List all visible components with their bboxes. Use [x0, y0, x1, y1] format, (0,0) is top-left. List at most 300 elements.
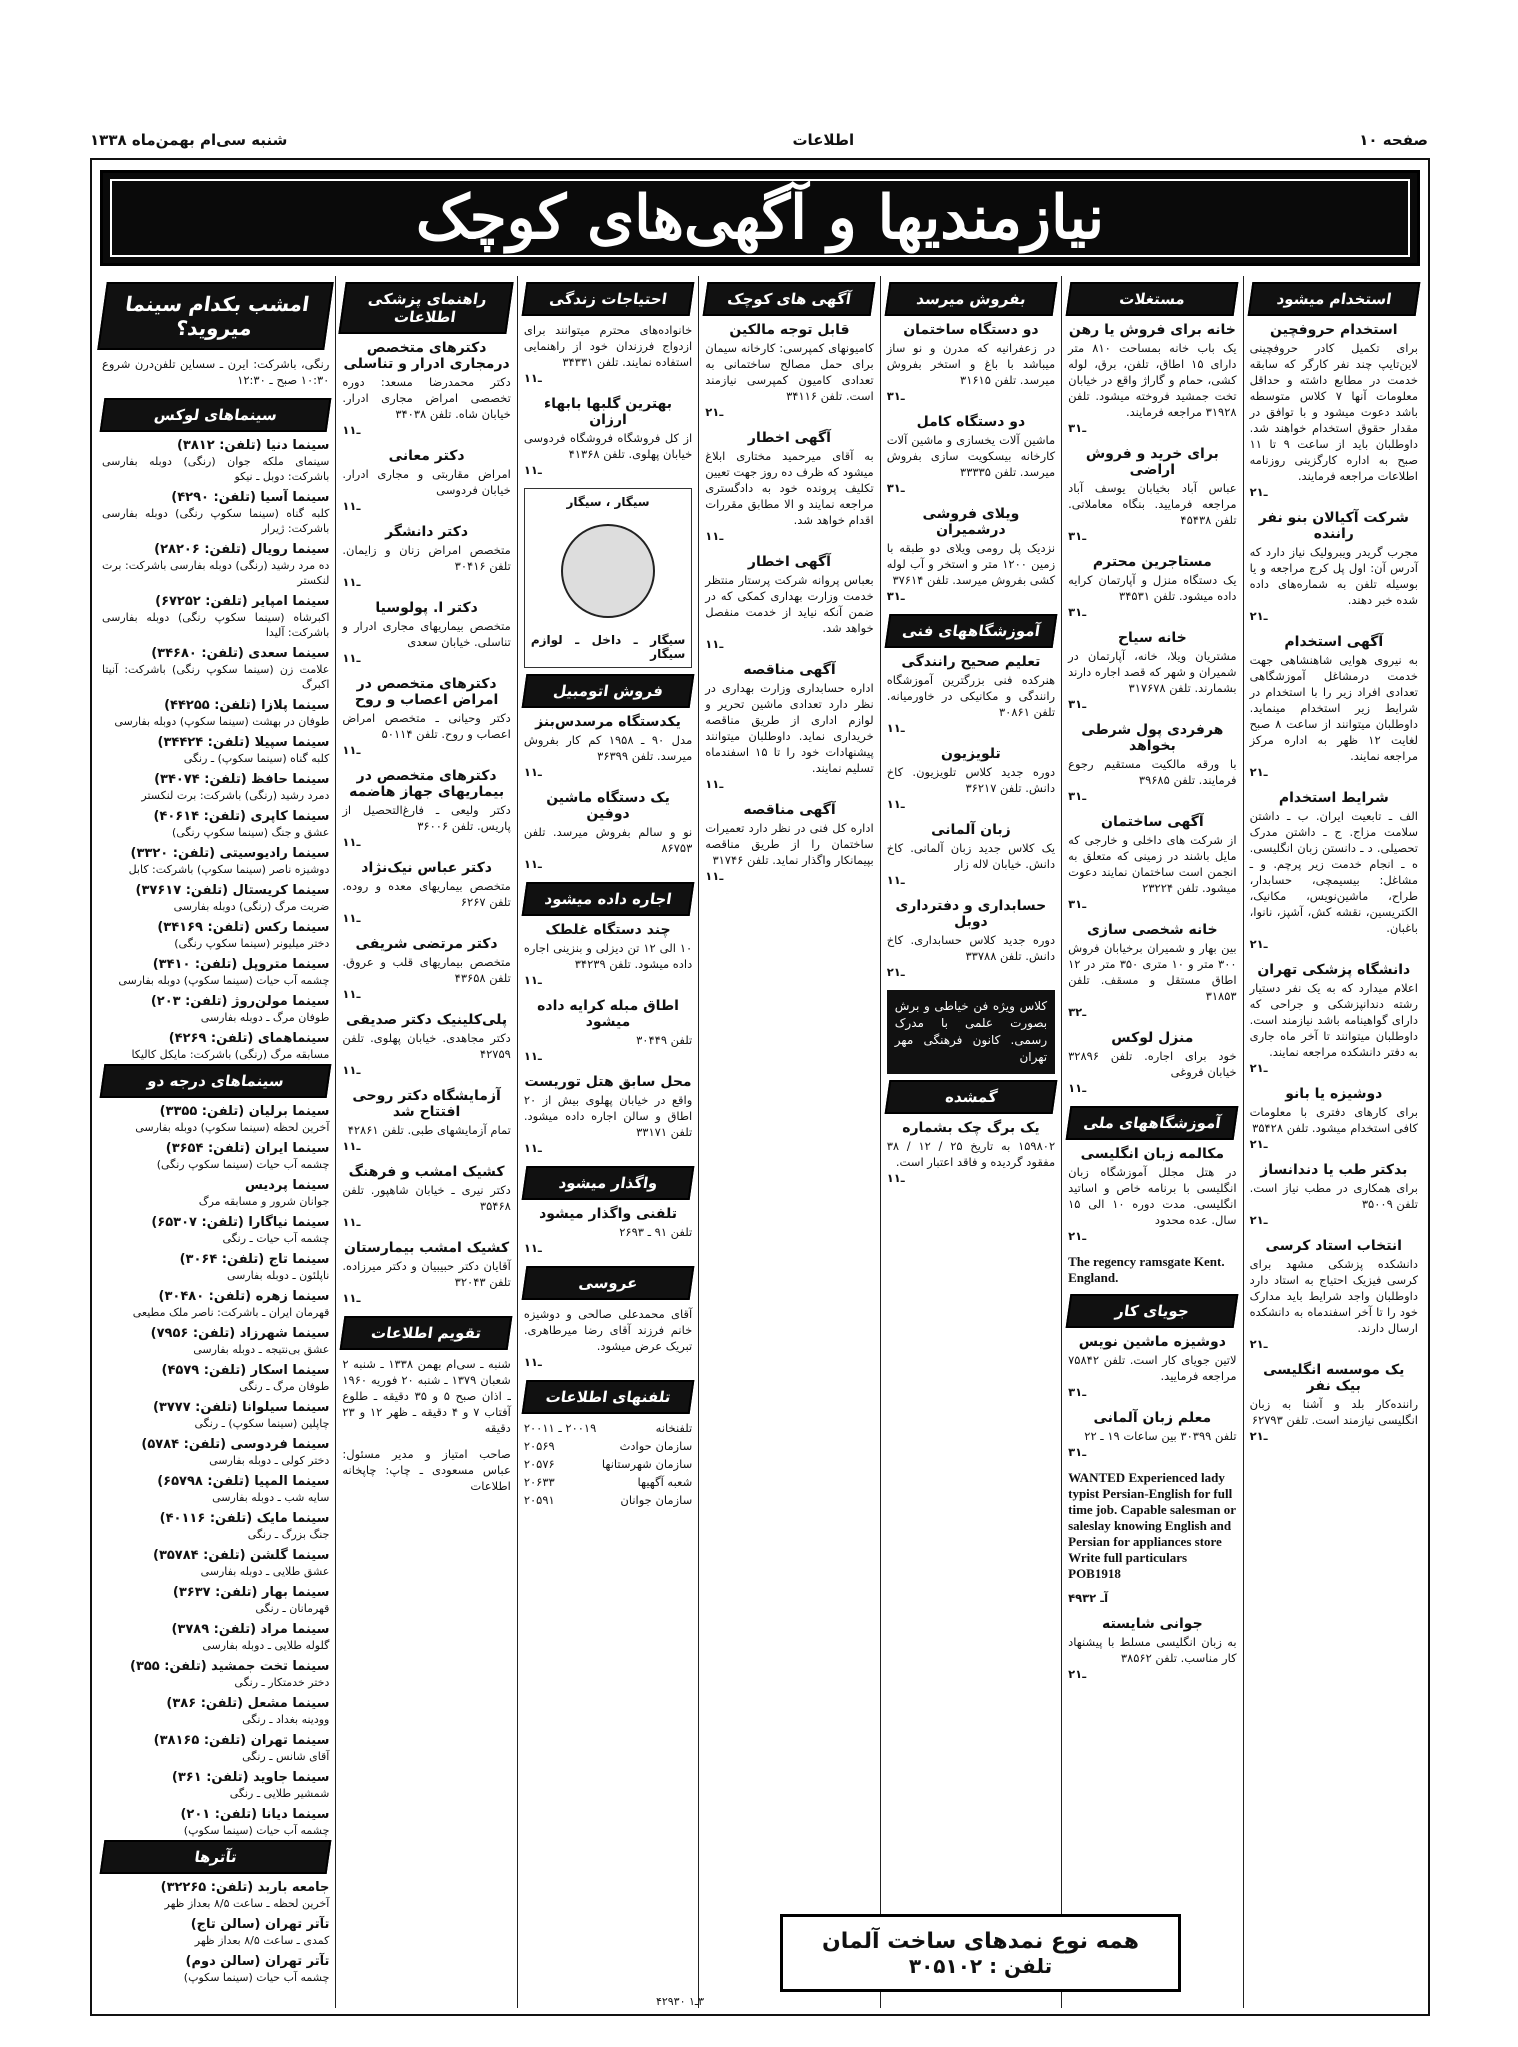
cinema-name: سینما گلشن (تلفن: ۳۵۷۸۴) — [152, 1548, 330, 1563]
ad-title: آگهی مناقصه — [743, 662, 836, 678]
english-wanted-ad: WANTED Experienced lady typist Persian-English for full time job. Capable salesman or saleslay knowing English and Persian for appliances store Write full particulars POB1918 — [1068, 1470, 1236, 1581]
classified-ad — [342, 860, 510, 926]
ad-ref: ۱ـ۱ — [886, 797, 905, 811]
cinema-name: سینما جاوید (تلفن: ۳۶۱) — [171, 1770, 330, 1785]
cinema-program: کلبه گناه (سینما سکوپ رنگی) دوبله بفارسی باشرکت: ژیرار — [101, 507, 330, 535]
cinema-program: چشمه آب حیات (سینما سکوپ) دوبله بفارسی — [118, 974, 330, 987]
ad-ref: ۳ـ۱ — [886, 389, 905, 403]
publisher-note: صاحب امتیاز و مدیر مسئول: عباس مسعودی ـ چاپ: چاپخانه اطلاعات — [342, 1447, 511, 1493]
german-ad-phone: تلفن : ۳۰۵۱۰۲ — [908, 1953, 1053, 1978]
ad-title: ویلای فروشی درشمیران — [922, 506, 1020, 538]
cinema-program: دمرد رشید (رنگی) باشرکت: برت لنکستر — [141, 789, 330, 802]
ad-title: هرفردی پول شرطی بخواهد — [1081, 722, 1224, 754]
cinema-name: سینما کریستال (تلفن: ۳۷۶۱۷) — [135, 883, 330, 898]
phone-number: ۲۰۶۳۳ — [523, 1475, 555, 1489]
cinema-intro: رنگی، باشرکت: ایرن ـ سساین تلفن‌درن شروع ۱۰:۳۰ صبح ـ ۱۲:۳۰ — [101, 357, 330, 387]
cinema-name: سینما مراد (تلفن: ۳۷۸۹) — [171, 1622, 330, 1637]
classified-ad — [342, 1240, 510, 1306]
cinema-name: سینما تخت جمشید (تلفن: ۳۵۵) — [129, 1659, 330, 1674]
woman-portrait-icon — [561, 524, 655, 618]
cinema-program: چشمه آب حیات (سینما سکوپ) — [183, 1824, 330, 1837]
classified-ad — [705, 554, 873, 652]
ad-title: تلفنی واگذار میشود — [539, 1206, 677, 1222]
cinema-program: جوانان شرور و مسابقه مرگ — [198, 1195, 330, 1208]
ad-title: معلم زبان آلمانی — [1093, 1410, 1212, 1426]
ad-title: دو دستگاه کامل — [916, 414, 1026, 430]
ads-list — [705, 322, 873, 884]
banner-title: نیازمندیها و آگهی‌های کوچک — [415, 183, 1105, 253]
phone-row — [524, 1474, 692, 1490]
ad-ref: ۲ـ۱ — [1249, 1337, 1268, 1351]
classified-ad — [1250, 1238, 1418, 1352]
ads-list — [1068, 1616, 1236, 1682]
page-header — [90, 128, 1428, 152]
ad-title: یکدستگاه مرسدس‌بنز — [535, 714, 681, 730]
classified-ad — [342, 1012, 510, 1078]
cinema-program: سایه شب ـ دوبله بفارسی — [212, 1491, 330, 1504]
section-header: فروش اتومبیل — [521, 674, 694, 708]
ad-title: آگهی اخطار — [747, 554, 831, 570]
classified-ad — [705, 662, 873, 792]
classified-ad — [342, 676, 510, 758]
cinema-name: سینما تاج (تلفن: ۳۰۶۴) — [179, 1252, 330, 1267]
ad-ref: ۱ـ۱ — [886, 721, 905, 735]
ad-body: تلفن ۳۰۳۹۹ بین ساعات ۱۹ ـ ۲۲ — [1084, 1429, 1237, 1443]
ads-list — [524, 322, 692, 478]
ad-title: جوانی شایسته — [1101, 1616, 1203, 1632]
ad-body: آقایان دکتر حبیبیان و دکتر میرزاده. تلفن ۳۲۰۴۳ — [342, 1259, 511, 1289]
classified-ad — [524, 1306, 692, 1370]
classified-ad — [887, 746, 1055, 812]
classified-columns — [96, 276, 1424, 2008]
cigarette-ad-top: سیگار ، سیگار — [566, 495, 650, 509]
classified-ad — [1250, 322, 1418, 500]
ad-title: اطاق مبله کرایه داده میشود — [537, 998, 679, 1030]
ad-title: تلویزیون — [941, 746, 1001, 762]
ads-list — [524, 1306, 692, 1370]
ad-body: بعباس پروانه شرکت پرستار منتظر خدمت وزارت بهداری کمکی که در ضمن آنکه نیاید از خدمت منفصل خواهد شد. — [705, 573, 874, 635]
classified-ad — [1250, 1086, 1418, 1152]
ad-ref: ۱ـ۱ — [523, 463, 542, 477]
cinema-program: عشق بی‌نتیجه ـ دوبله بفارسی — [193, 1343, 330, 1356]
cigarette-ad-bottom: سیگار ـ داخل ـ لوازم سیگار — [530, 633, 686, 661]
ad-title: آگهی استخدام — [1284, 634, 1384, 650]
ad-ref: ۱ـ۱ — [523, 765, 542, 779]
cinema-name: سینما نیاگارا (تلفن: ۶۵۳۰۷) — [151, 1215, 330, 1230]
column-life-needs — [517, 276, 698, 2008]
classified-ad — [524, 790, 692, 872]
classified-ad — [887, 898, 1055, 980]
ad-title: چند دستگاه غلطک — [545, 922, 671, 938]
classified-ad — [1068, 1410, 1236, 1460]
cinema-program: کلبه گناه (سینما سکوپ) ـ رنگی — [183, 752, 330, 765]
ad-title: دوشیزه یا بانو — [1285, 1086, 1383, 1102]
cinema-program: طوفان مرگ ـ دوبله بفارسی — [200, 1011, 330, 1024]
ad-body: اداره کل فنی در نظر دارد تعمیرات ساختمان را از طریق مناقصه بپیمانکار واگذار نماید. تلفن ۳۱۷۴۶ — [705, 821, 874, 867]
cinema-name: سینما رادیوسیتی (تلفن: ۳۳۲۰) — [130, 846, 330, 861]
ad-ref: ۱ـ۱ — [342, 1291, 361, 1305]
ad-title: برای خرید و فروش اراضی — [1085, 446, 1219, 478]
ad-ref: ۱ـ۱ — [523, 1141, 542, 1155]
classified-ad — [1250, 634, 1418, 780]
english-ad-ref: آـ ۴۹۳۲ — [1068, 1591, 1109, 1605]
cinema-name: سینما ایران (تلفن: ۳۶۵۴) — [165, 1141, 330, 1156]
ad-body: بین بهار و شمیران برخیابان فروش ۳۰۰ متر و ۱۰ متری ۳۵۰ متر در ۱۲ اطاق مستقل و مسقف. تلفن ۳۱۸۵۳ — [1068, 941, 1237, 1003]
ad-title: دکتر ا. پولوسیا — [375, 600, 478, 616]
ad-title: دکترهای متخصص در امراض اعصاب و روح — [354, 676, 499, 708]
classified-ad — [1068, 322, 1236, 436]
phone-directory — [524, 1420, 692, 1508]
ad-body: به آقای میرحمید مختاری ابلاغ میشود که ظرف ده روز جهت تعیین تکلیف پرونده خود به دادگستری مراجعه نمایند و الا مطابق مقررات اقدام خواهد شد. — [705, 449, 874, 527]
ad-ref: ۲ـ۱ — [1068, 1667, 1087, 1681]
section-header: واگذار میشود — [521, 1166, 694, 1200]
ad-body: دوره جدید کلاس تلویزیون. کاخ دانش. تلفن ۳۶۲۱۷ — [886, 765, 1056, 795]
ad-title: محل سابق هتل توریست — [524, 1074, 692, 1090]
ad-ref: ۱ـ۱ — [523, 1049, 542, 1063]
ad-body: اداره حسابداری وزارت بهداری در نظر دارد تعدادی ماشین تحریر و لوازم اداری از طریق مناقصه خریداری نماید. داوطلبان میتوانند پیشنهادات خود را تا ۱۵ اسفندماه تسلیم نمایند. — [705, 681, 874, 775]
ad-title: مستاجرین محترم — [1092, 554, 1212, 570]
classified-ad — [887, 506, 1055, 604]
ad-ref: ۳ـ۲ — [1068, 1005, 1087, 1019]
classified-ad — [1068, 1616, 1236, 1682]
phone-row — [524, 1456, 692, 1472]
cinema-program: عشق طلایی ـ دوبله بفارسی — [200, 1565, 330, 1578]
section-header: آموزشگاههای ملی — [1066, 1106, 1239, 1140]
ad-ref: ۲ـ۱ — [705, 405, 724, 419]
classified-ad — [1068, 1334, 1236, 1400]
issue-date: شنبه سی‌ام بهمن‌ماه ۱۳۳۸ — [90, 131, 288, 149]
cinema-program: ناپلئون ـ دوبله بفارسی — [226, 1269, 330, 1282]
cinema-name: سینما پلازا (تلفن: ۴۴۲۵۵) — [164, 698, 330, 713]
ads-list — [524, 714, 692, 872]
classified-ad — [1068, 446, 1236, 544]
column-medical-guide — [335, 276, 516, 2008]
ad-ref: ۱ـ۱ — [342, 499, 361, 513]
cinema-name: سینما فردوسی (تلفن: ۵۷۸۴) — [141, 1437, 330, 1452]
column-real-estate — [1061, 276, 1242, 2008]
cinema-name: سینما سیلوانا (تلفن: ۳۷۷۷) — [152, 1400, 330, 1415]
cinema-program: ده مرد رشید (رنگی) دوبله بفارسی باشرکت: برت لنکستر — [101, 559, 330, 587]
cinema-program: دختر خدمتکار ـ رنگی — [234, 1676, 330, 1689]
cinema-name: سینما آسیا (تلفن: ۴۲۹۰) — [171, 490, 330, 505]
ads-list — [1068, 1146, 1236, 1244]
section-banner — [100, 170, 1420, 266]
column-for-sale — [880, 276, 1061, 2008]
cinema-name: سینما دیانا (تلفن: ۲۰۱) — [180, 1807, 330, 1822]
classified-ad — [524, 998, 692, 1064]
ad-title: یک موسسه انگلیسی بیک نفر — [1263, 1362, 1405, 1394]
cinema-name: سینما برلیان (تلفن: ۳۳۵۵) — [159, 1104, 330, 1119]
ads-list — [887, 322, 1055, 604]
ad-ref: ۳ـ۱ — [1068, 529, 1087, 543]
cinema-name: سینما اسکار (تلفن: ۴۵۷۹) — [161, 1363, 330, 1378]
cinema-program: عشق و جنگ (سینما سکوپ رنگی) — [171, 826, 330, 839]
ad-ref: ۳ـ۱ — [1068, 697, 1087, 711]
paper-name: اطلاعات — [792, 131, 855, 149]
classified-ad — [342, 600, 510, 666]
column-small-ads — [698, 276, 879, 2008]
ads-list — [524, 1206, 692, 1256]
ad-body: لاتین جویای کار است. تلفن ۷۵۸۴۲ مراجعه فرمایید. — [1068, 1353, 1237, 1383]
classified-ad — [887, 1120, 1055, 1186]
classified-ad — [524, 322, 692, 386]
ad-ref: ۲ـ۱ — [1249, 609, 1268, 623]
ad-body: در زعفرانیه که مدرن و نو ساز میباشد با باغ و استخر بفروش میرسد. تلفن ۳۱۶۱۵ — [886, 341, 1056, 387]
phone-row — [524, 1492, 692, 1508]
ad-title: شرکت آکیالان بنو نفر راننده — [1258, 510, 1409, 542]
cinema-program: سینمای ملکه جوان (رنگی) دوبله بفارسی باشرکت: دوبل ـ نیکو — [101, 455, 330, 483]
ad-body: متخصص بیماریهای قلب و عروق. تلفن ۴۳۶۵۸ — [342, 955, 511, 985]
classified-ad — [887, 822, 1055, 888]
column-header: راهنمای پزشکی اطلاعات — [339, 282, 515, 334]
section-header: عروسی — [521, 1266, 694, 1300]
classified-ad — [1250, 962, 1418, 1076]
cinema-name: سینما کاپری (تلفن: ۴۰۶۱۴) — [153, 809, 330, 824]
ad-title: پلی‌کلینیک دکتر صدیقی — [346, 1012, 508, 1028]
classified-ad — [887, 322, 1055, 404]
ad-title: دکترهای متخصص درمجاری ادرار و تناسلی — [343, 340, 510, 372]
cinema-program: آخرین لحظه (سینما سکوپ) دوبله بفارسی — [135, 1121, 330, 1134]
ad-title: منزل لوکس — [1111, 1030, 1194, 1046]
calendar: شنبه ـ سی‌ام بهمن ۱۳۳۸ ـ شنبه ۲ شعبان ۱۳۷۹ ـ شنبه ۲۰ فوریه ۱۹۶۰ ـ اذان صبح ۵ و ۳۵ دقیقه ـ طلوع آفتاب ۷ و ۴ دقیقه ـ ظهر ۱۲ و ۲۳ دقیقه — [342, 1357, 511, 1435]
ad-body: از شرکت های داخلی و خارجی که مایل باشند در زمینی که متعلق به انجمن است ساختمان نمایند دعوت میشود. تلفن ۲۳۲۲۴ — [1068, 833, 1237, 895]
cinema-program: چشمه آب حیات (سینما سکوپ رنگی) — [156, 1158, 330, 1171]
classified-ad — [1068, 722, 1236, 804]
ad-body: دکتر وحیانی ـ متخصص امراض اعصاب و روح. تلفن ۵۰۱۱۴ — [342, 711, 511, 741]
section-header: گمشده — [884, 1080, 1057, 1114]
phone-number: ۲۰۵۷۶ — [523, 1457, 555, 1471]
ad-ref: ۳ـ۱ — [886, 589, 905, 603]
column-header: بفروش میرسد — [884, 282, 1057, 316]
banner-inner — [110, 179, 1410, 257]
cinema-program: قهرمانان ـ رنگی — [255, 1602, 330, 1615]
classified-ad — [342, 448, 510, 514]
classified-ad — [342, 340, 510, 438]
ads-list — [524, 922, 692, 1156]
ad-ref: ۱ـ۱ — [342, 835, 361, 849]
column-header: امشب بکدام سینما میروید؟ — [97, 282, 334, 350]
ad-body: برای همکاری در مطب نیاز است. تلفن ۳۵۰۰۹ — [1249, 1181, 1418, 1211]
ad-title: دانشگاه پزشکی تهران — [1257, 962, 1411, 978]
phone-label: سازمان جوانان — [620, 1493, 693, 1507]
ad-title: یک برگ چک بشماره — [902, 1120, 1040, 1136]
boxed-ad: کلاس ویژه فن خیاطی و برش بصورت علمی با مدرک رسمی. کانون فرهنگی مهر تهران — [887, 990, 1055, 1074]
cinema-name: سینما مایک (تلفن: ۴۰۱۱۶) — [159, 1511, 330, 1526]
ad-ref: ۱ـ۱ — [342, 651, 361, 665]
section-header: جویای کار — [1066, 1294, 1239, 1328]
section-header: تلفنهای اطلاعات — [521, 1380, 694, 1414]
ad-body: متخصص امراض زنان و زایمان. تلفن ۳۰۴۱۶ — [342, 543, 511, 573]
ad-ref: ۳ـ۱ — [1068, 1445, 1087, 1459]
ad-ref: ۱ـ۱ — [523, 1355, 542, 1369]
ad-title: دکترهای متخصص در بیماریهای جهاز هاضمه — [349, 768, 505, 800]
ad-body: مشتریان ویلا، خانه، آپارتمان در شمیران و شهر که قصد اجاره دارند بشمارند. تلفن ۳۱۷۶۷۸ — [1068, 649, 1237, 695]
ad-ref: ۲ـ۱ — [1249, 1213, 1268, 1227]
classified-ad — [524, 922, 692, 988]
ad-body: به زبان انگلیسی مسلط با پیشنهاد کار مناسب. تلفن ۳۸۵۶۲ — [1068, 1635, 1237, 1665]
cinema-list — [102, 1104, 329, 1838]
ad-title: دکتر عباس نیک‌نژاد — [361, 860, 492, 876]
ad-body: یک کلاس جدید زبان آلمانی. کاخ دانش. خیابان لاله زار — [886, 841, 1056, 871]
classified-ad — [1068, 1146, 1236, 1244]
cinema-name: سینما حافظ (تلفن: ۳۴۰۷۴) — [154, 772, 330, 787]
ad-body: امراض مقاربتی و مجاری ادرار. خیابان فردوسی — [342, 467, 511, 497]
cinema-name: سینما دنیا (تلفن: ۳۸۱۲) — [176, 438, 330, 453]
ad-body: برای کارهای دفتری با معلومات کافی استخدام میشود. تلفن ۳۵۴۲۸ — [1249, 1105, 1418, 1135]
ad-title: دکتر مرتضی شریفی — [355, 936, 498, 952]
ad-ref: ۳ـ۱ — [1068, 605, 1087, 619]
ad-body: یک باب خانه بمساحت ۸۱۰ متر دارای ۱۵ اطاق، تلفن، برق، لوله کشی، حمام و گاراژ واقع در خیابان تخت جمشید فروخته میشود. تلفن ۳۱۹۲۸ مراجعه فرمایند. — [1068, 341, 1237, 419]
section-header: آموزشگاههای فنی — [884, 614, 1057, 648]
ad-title: دکتر معانی — [388, 448, 465, 464]
ad-body: ۱۵۹۸۰۲ به تاریخ ۲۵ / ۱۲ / ۳۸ مفقود گردیده و فاقد اعتبار است. — [886, 1139, 1056, 1169]
column-header: مستغلات — [1066, 282, 1239, 316]
ad-title: خانه برای فروش یا رهن — [1068, 322, 1236, 338]
ad-body: دانشکده پزشکی مشهد برای کرسی فیزیک احتیاج به استاد دارد داوطلبان واجد شرایط باید مدارک خود را تا آخر اسفندماه به دانشکده ارسال دارند. — [1249, 1257, 1418, 1335]
cinema-program: طوفان مرگ ـ رنگی — [239, 1380, 330, 1393]
cinema-program: چاپلین (سینما سکوپ) ـ رنگی — [194, 1417, 330, 1430]
column-header: احتیاجات زندگی — [521, 282, 694, 316]
cinema-name: سینما مشعل (تلفن: ۳۸۶) — [166, 1696, 330, 1711]
ad-body: ۱۰ الی ۱۲ تن دیزلی و بنزینی اجاره داده میشود. تلفن ۳۴۲۳۹ — [523, 941, 693, 971]
cinema-name: سینما امپایر (تلفن: ۶۷۲۵۲) — [155, 594, 330, 609]
ad-body: آقای محمدعلی صالحی و دوشیزه خانم فرزند آقای رضا میرطاهری. تبریک عرض میشود. — [523, 1307, 693, 1353]
ad-body: تلفن ۳۰۴۴۹ — [636, 1033, 693, 1047]
cinema-program: دوشیزه ناصر (سینما سکوپ) باشرکت: کابل — [128, 863, 330, 876]
ad-ref: ۱ـ۱ — [342, 1139, 361, 1153]
classified-ad — [1068, 1030, 1236, 1096]
ad-ref: ۳ـ۱ — [1068, 421, 1087, 435]
ad-title: خانه سیاح — [1117, 630, 1187, 646]
ad-body: نزدیک پل رومی ویلای دو طبقه با زمین ۱۲۰۰ متر و استخر و آب لوله کشی بفروش میرسد. تلفن ۳۷۶۱۴ — [886, 541, 1056, 587]
phone-number: ۲۰۰۱۹ ـ ۲۰۰۱۱ — [523, 1421, 597, 1435]
ad-body: مدل ۹۰ ـ ۱۹۵۸ کم کار بفروش میرسد. تلفن ۳۶۳۹۹ — [523, 733, 693, 763]
cinema-program: کمدی ـ ساعت ۸/۵ بعداز ظهر — [194, 1934, 330, 1947]
ad-ref: ۲ـ۱ — [1249, 765, 1268, 779]
classified-ad — [524, 396, 692, 478]
ad-body: دکتر مجاهدی. خیابان پهلوی. تلفن ۴۲۷۵۹ — [342, 1031, 511, 1061]
phone-number: ۲۰۵۶۹ — [523, 1439, 555, 1453]
phone-label: سازمان شهرستانها — [601, 1457, 693, 1471]
cinema-program: شمشیر طلایی ـ رنگی — [229, 1787, 330, 1800]
ad-ref: ۱ـ۱ — [705, 529, 724, 543]
column-header: استخدام میشود — [1247, 282, 1420, 316]
ad-body: عباس آباد بخیابان یوسف آباد مراجعه فرمایید. بنگاه معاملاتی. تلفن ۴۵۴۳۸ — [1068, 481, 1237, 527]
cinema-program: آقای شانس ـ رنگی — [242, 1750, 330, 1763]
cinema-program: گلوله طلایی ـ دوبله بفارسی — [202, 1639, 330, 1652]
cinema-program: مسابقه مرگ (رنگی) باشرکت: مایکل کالیکا — [131, 1048, 330, 1061]
ad-ref: ۱ـ۱ — [342, 575, 361, 589]
ad-title: قابل توجه مالکین — [729, 322, 850, 338]
classified-ad — [705, 322, 873, 420]
ad-title: دوشیزه ماشین نویس — [1078, 1334, 1226, 1350]
ad-body: به نیروی هوایی شاهنشاهی جهت خدمت درمشاغل آموزشگاهی تعدادی افراد زیر را با استخدام در شرایط زیر استخدام مینماید. داوطلبان میتوانند از ساعت ۸ صبح لغایت ۱۲ ظهر به اداره مرکز مراجعه نمایند. — [1249, 653, 1418, 763]
ad-body: هنرکده فنی بزرگترین آموزشگاه رانندگی و مکانیکی در خاورمیانه. تلفن ۳۰۸۶۱ — [886, 673, 1056, 719]
ad-body: دکتر ولیعی ـ فارغ‌التحصیل از پاریس. تلفن ۳۶۰۰۶ — [342, 803, 511, 833]
ad-ref: ۲ـ۱ — [1249, 1429, 1268, 1443]
ad-ref: ۲ـ۱ — [1249, 485, 1268, 499]
ad-ref: ۱ـ۱ — [342, 1215, 361, 1229]
ad-body: از کل فروشگاه فروشگاه فردوسی خیابان پهلوی. تلفن ۴۱۳۶۸ — [523, 431, 693, 461]
classified-ad — [342, 768, 510, 850]
ad-title: یک دستگاه ماشین دوفین — [546, 790, 670, 822]
cinema-program: ضربت مرگ (رنگی) دوبله بفارسی — [173, 900, 330, 913]
classified-ad — [524, 714, 692, 780]
ad-title: مکالمه زبان انگلیسی — [1080, 1146, 1225, 1162]
cinema-name: تآتر تهران (سالن دوم) — [185, 1954, 330, 1969]
classified-ad — [887, 654, 1055, 736]
cinema-list — [102, 438, 329, 1062]
classified-ad — [705, 430, 873, 544]
phone-number: ۲۰۵۹۱ — [523, 1493, 555, 1507]
cinema-program: دختر میلیونر (سینما سکوپ رنگی) — [174, 937, 330, 950]
ad-title: کشیک امشب بیمارستان — [344, 1240, 510, 1256]
section-header: سینماهای لوکس — [100, 398, 332, 432]
cinema-program: چشمه آب حیات ـ رنگی — [222, 1232, 330, 1245]
ad-body: با ورقه مالکیت مستقیم رجوع فرمایند. تلفن ۳۹۶۸۵ — [1068, 757, 1237, 787]
classified-ad — [1068, 554, 1236, 620]
classified-ad — [887, 414, 1055, 496]
classified-ad — [342, 1088, 510, 1154]
ad-ref: ۱ـ۱ — [523, 1241, 542, 1255]
ad-title: انتخاب استاد کرسی — [1265, 1238, 1402, 1254]
cinema-name: سینماهمای (تلفن: ۴۲۶۹) — [168, 1031, 330, 1046]
ads-list — [1068, 1334, 1236, 1460]
ad-ref: ۳ـ۱ — [1068, 897, 1087, 911]
cinema-program: اکبرشاه (سینما سکوپ رنگی) دوبله بفارسی باشرکت: آلیدا — [101, 611, 330, 639]
ad-title: زبان آلمانی — [931, 822, 1011, 838]
ad-ref: ۱ـ۱ — [886, 1171, 905, 1185]
cinema-program: چشمه آب حیات (سینما سکوپ) — [183, 1971, 330, 1984]
ad-body: در هتل مجلل آموزشگاه زبان انگلیسی با برنامه خاص و اساتید انگلیسی. مدت دوره ۱۰ الی ۱۵ سال. عده محدود — [1068, 1165, 1237, 1227]
cinema-name: سینما سپیلا (تلفن: ۳۴۴۲۴) — [157, 735, 330, 750]
german-felt-ad — [780, 1914, 1181, 1992]
ad-title: آگهی مناقصه — [743, 802, 836, 818]
classified-ad — [705, 802, 873, 884]
ad-ref: ۱ـ۱ — [705, 777, 724, 791]
classified-ad — [342, 1164, 510, 1230]
ad-title: بهترین گلبها بابهاء ارزان — [544, 396, 673, 428]
cinema-name: سینما المپیا (تلفن: ۶۵۷۹۸) — [157, 1474, 330, 1489]
ad-ref: ۳ـ۱ — [886, 481, 905, 495]
ad-body: خود برای اجاره. تلفن ۳۲۸۹۶ خیابان فروغی — [1068, 1049, 1237, 1079]
ad-ref: ۱ـ۱ — [1068, 1081, 1087, 1095]
classified-ad — [1068, 814, 1236, 912]
classified-ad — [1250, 1162, 1418, 1228]
ad-title: آگهی اخطار — [747, 430, 831, 446]
ad-body: دوره جدید کلاس حسابداری. کاخ دانش. تلفن ۳۳۷۸۸ — [886, 933, 1056, 963]
ad-ref: ۱ـ۱ — [342, 423, 361, 437]
ad-body: مجرب گریدر ویبرولیک نیاز دارد که آدرس آن: اول پل کرج مراجعه و یا بوسیله تلفن به شماره‌های داده شده خبر دهند. — [1249, 545, 1418, 607]
ad-ref: ۱ـ۱ — [886, 873, 905, 887]
ads-list — [1250, 322, 1418, 1444]
section-header: سینماهای درجه دو — [100, 1064, 332, 1098]
ad-title: حسابداری و دفترداری دوبل — [895, 898, 1047, 930]
ad-ref: ۲ـ۱ — [1249, 937, 1268, 951]
ad-title: دو دستگاه ساختمان — [903, 322, 1039, 338]
column-employment — [1243, 276, 1424, 2008]
cinema-name: سینما بهار (تلفن: ۳۶۳۷) — [172, 1585, 330, 1600]
ad-title: آگهی ساختمان — [1101, 814, 1204, 830]
cinema-name: سینما تهران (تلفن: ۳۸۱۶۵) — [153, 1733, 330, 1748]
cigarette-ad — [524, 488, 692, 668]
ad-ref: ۲ـ۱ — [886, 965, 905, 979]
classified-ad — [1250, 510, 1418, 624]
theater-list — [102, 1880, 329, 1985]
classified-ad — [1250, 1362, 1418, 1444]
phone-row — [524, 1420, 692, 1436]
phone-label: تلفنخانه — [655, 1421, 693, 1435]
